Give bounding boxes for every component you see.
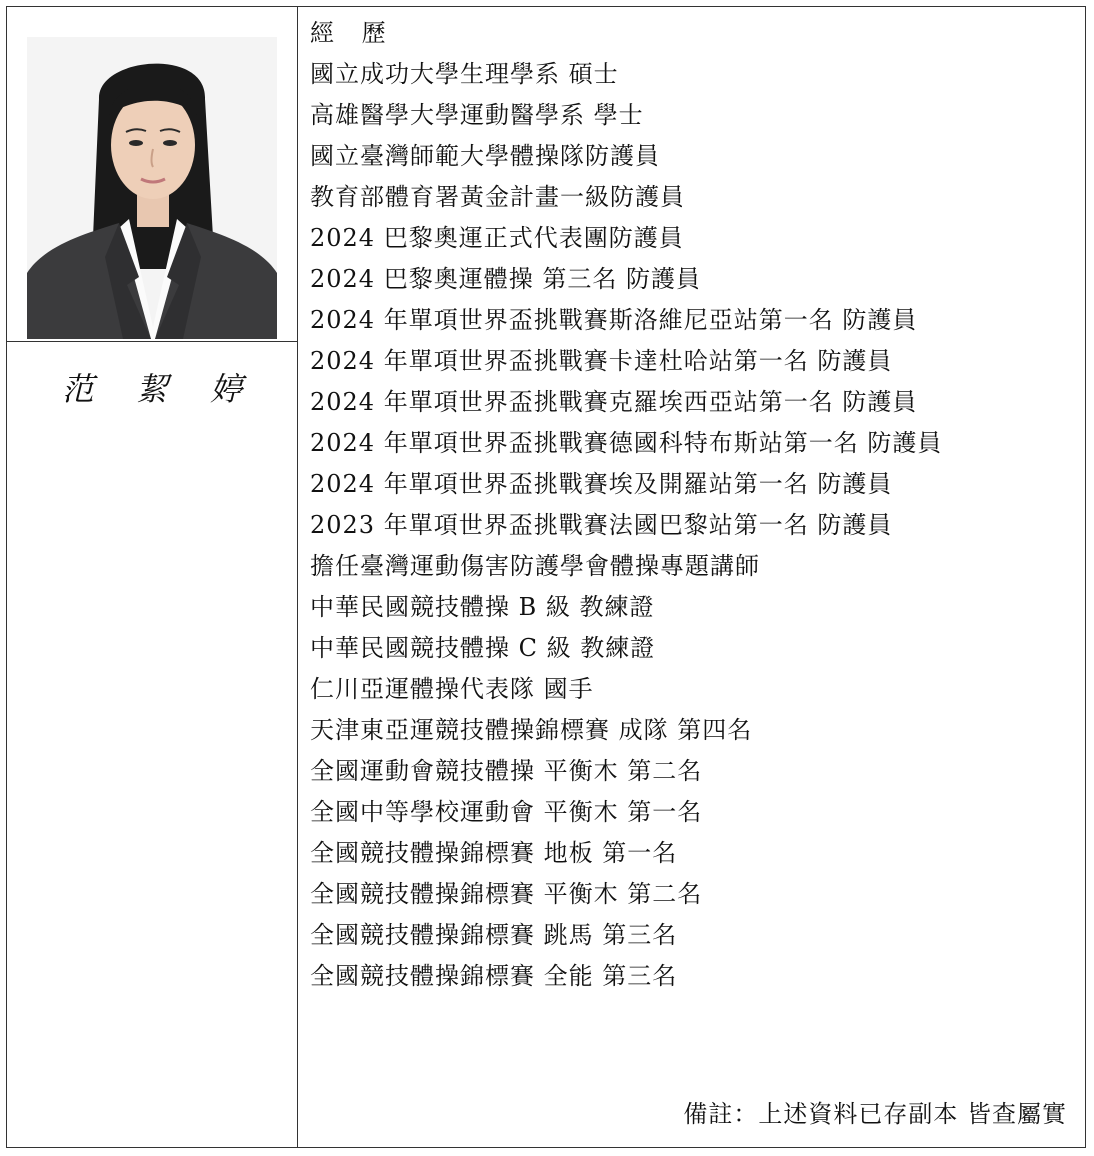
profile-table <box>6 6 1086 1148</box>
verification-note: 備註：上述資料已存副本 皆查屬實 <box>683 1100 1067 1128</box>
list-item: 教育部體育署黃金計畫一級防護員 <box>310 183 685 211</box>
list-item: 全國運動會競技體操 平衡木 第二名 <box>310 757 703 785</box>
list-item: 2024 年單項世界盃挑戰賽德國科特布斯站第一名 防護員 <box>310 429 943 457</box>
list-item: 中華民國競技體操 B 級 教練證 <box>310 593 655 621</box>
portrait-photo <box>27 37 277 339</box>
experience-column <box>298 7 1085 1147</box>
name-cell <box>7 342 297 410</box>
experience-list <box>310 54 942 997</box>
list-item: 2024 巴黎奧運正式代表團防護員 <box>310 224 684 252</box>
list-item: 2024 年單項世界盃挑戰賽斯洛維尼亞站第一名 防護員 <box>310 306 918 334</box>
list-item: 全國競技體操錦標賽 全能 第三名 <box>310 962 678 990</box>
list-item: 高雄醫學大學運動醫學系 學士 <box>310 101 644 129</box>
list-item: 2024 年單項世界盃挑戰賽卡達杜哈站第一名 防護員 <box>310 347 893 375</box>
list-item: 全國競技體操錦標賽 平衡木 第二名 <box>310 880 703 908</box>
list-item: 2024 年單項世界盃挑戰賽克羅埃西亞站第一名 防護員 <box>310 388 918 416</box>
list-item: 全國競技體操錦標賽 地板 第一名 <box>310 839 678 867</box>
list-item: 全國競技體操錦標賽 跳馬 第三名 <box>310 921 678 949</box>
list-item: 全國中等學校運動會 平衡木 第一名 <box>310 798 703 826</box>
list-item: 仁川亞運體操代表隊 國手 <box>310 675 594 703</box>
experience-heading: 經 歷 <box>310 19 396 47</box>
list-item: 2024 巴黎奧運體操 第三名 防護員 <box>310 265 701 293</box>
profile-column <box>7 7 298 1147</box>
list-item: 天津東亞運競技體操錦標賽 成隊 第四名 <box>310 716 753 744</box>
list-item: 擔任臺灣運動傷害防護學會體操專題講師 <box>310 552 760 580</box>
list-item: 2023 年單項世界盃挑戰賽法國巴黎站第一名 防護員 <box>310 511 893 539</box>
portrait-illustration <box>27 37 277 339</box>
list-item: 國立臺灣師範大學體操隊防護員 <box>310 142 660 170</box>
person-name: 范 絜 婷 <box>61 370 259 408</box>
photo-cell <box>7 7 297 342</box>
list-item: 國立成功大學生理學系 碩士 <box>310 60 619 88</box>
list-item: 中華民國競技體操 C 級 教練證 <box>310 634 656 662</box>
list-item: 2024 年單項世界盃挑戰賽埃及開羅站第一名 防護員 <box>310 470 893 498</box>
